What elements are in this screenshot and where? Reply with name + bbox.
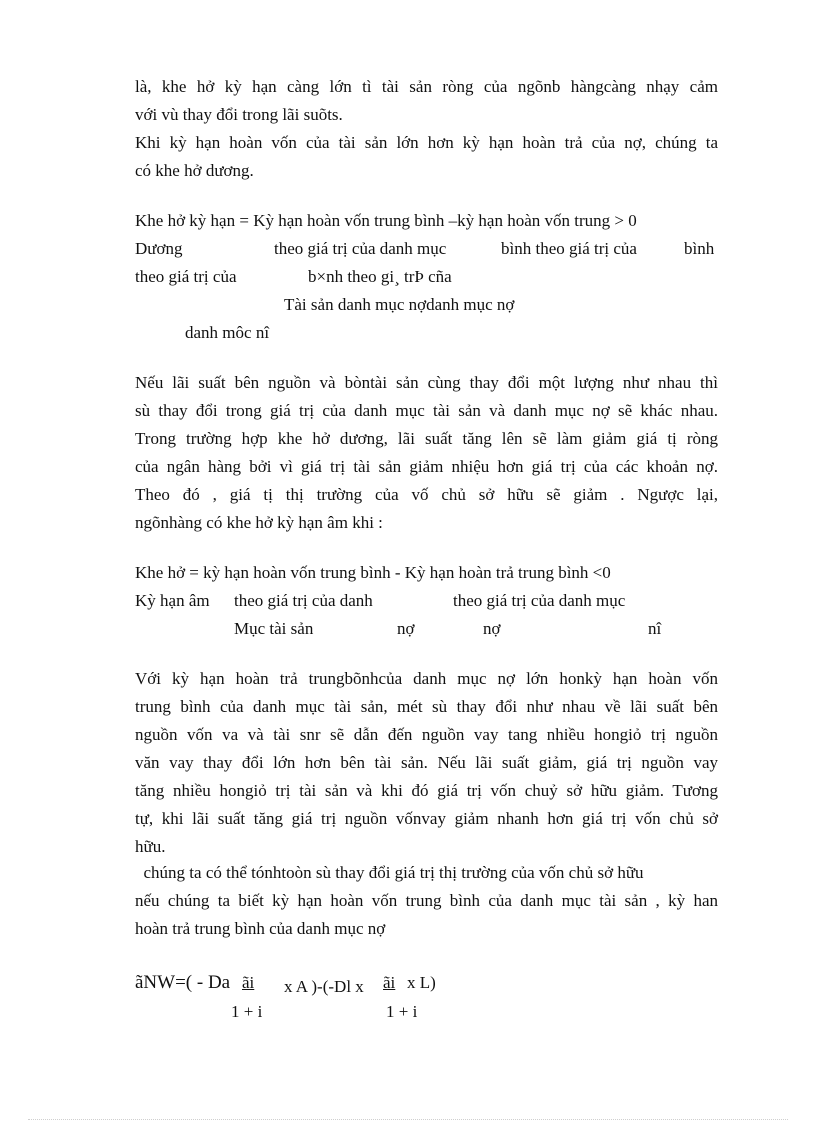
text-line: với vù thay đổi trong lãi suõts. [135,105,343,124]
text-line: nguồn vốn va và tài snr sẽ dẫn đến nguồn vay tang nhiều hongiỏ trị nguồn [135,725,718,744]
formula-cell: Mục tài sản [234,619,314,638]
text-line: Khi kỳ hạn hoàn vốn của tài sản lớn hơn kỳ hạn hoàn trả của nợ, chúng ta [135,133,718,152]
formula-cell: theo giá trị của danh mục [274,239,447,258]
text-line: của ngân hàng bởi vì giá trị tài sản giảm nhiệu hơn giá trị của các khoản nợ. [135,457,718,476]
text-line: ngõnhàng có khe hở kỳ hạn âm khi : [135,513,383,532]
formula-line: Khe hở kỳ hạn = Kỳ hạn hoàn vốn trung bình –kỳ hạn hoàn vốn trung > 0 [135,211,637,230]
formula-cell: bình [684,239,715,258]
text-line: trung bình của danh mục tài sản, mét sù thay đổi như nhau về lãi suất bên [135,697,718,716]
equation-end: x L) [407,973,436,992]
text-line: hữu. [135,837,166,856]
text-line: văn vay thay đổi lớn hơn bên tài sản. Nếu lãi suất giảm, giá trị nguồn vay [135,753,718,772]
equation-delta-nw [135,972,230,994]
formula-cell: theo giá trị của danh [234,591,373,610]
text-line: hoàn trả trung bình của danh mục nợ [135,919,386,938]
text-line: Theo đó , giá tị thị trường của vố chủ sở hữu sẽ giảm . Ngược lại, [135,485,718,504]
formula-cell: Kỳ hạn âm [135,591,210,610]
formula-cell: theo giá trị của danh mục [453,591,626,610]
formula-cell: nợ [483,619,501,638]
text-line: tăng nhiều hongiỏ trị tài sản và khi đó giá trị vốn chuỷ sở hữu giảm. Tương [135,781,718,800]
formula-cell: bình theo giá trị của [501,239,637,258]
formula-cell: danh môc nî [185,323,270,342]
formula-cell: nợ [397,619,415,638]
text-line: sù thay đổi trong giá trị của danh mục tài sản và danh mục nợ sẽ khác nhau. [135,401,718,420]
text-line: Trong trường hợp khe hở dương, lãi suất tăng lên sẽ làm giảm giá tị ròng [135,429,718,448]
formula-cell: Tài sản danh mục nợdanh mục nợ [284,295,515,314]
equation-numerator-1: ãi [242,973,255,992]
text-line: Nếu lãi suất bên nguồn và bòntài sản cùng thay đổi một lượng như nhau thì [135,373,718,392]
text-line: chúng ta có thể tónhtoòn sù thay đổi giá trị thị trường của vốn chủ sở hữu [135,863,644,882]
formula-line: Khe hở = kỳ hạn hoàn vốn trung bình - Kỳ hạn hoàn trả trung bình <0 [135,563,611,582]
formula-cell: theo giá trị của [135,267,237,286]
delta-symbol: ãNW=( - Da [135,972,231,993]
formula-cell: b×nh theo gi¸ trÞ cña [308,267,452,286]
text-line: Với kỳ hạn hoàn trả trungbõnhcủa danh mục nợ lớn honkỳ hạn hoàn vốn [135,669,718,688]
text-line: có khe hở dương. [135,161,254,180]
equation-denominator-1: 1 + i [231,1002,263,1021]
page-bottom-divider [28,1119,788,1120]
text-line: là, khe hở kỳ hạn càng lớn tì tài sản ròng của ngõnb hàngcàng nhạy cảm [135,77,718,96]
equation-numerator-2: ãi [383,973,396,992]
equation-denominator-2: 1 + i [386,1002,418,1021]
text-line: nếu chúng ta biết kỳ hạn hoàn vốn trung bình của danh mục tài sản , kỳ han [135,891,718,910]
formula-cell: Dương [135,239,183,258]
equation-middle: x A )-(-Dl x [284,977,364,996]
formula-cell: nî [648,619,662,638]
text-line: tự, khi lãi suất tăng giá trị nguồn vốnvay giảm nhanh hơn giá trị vốn chủ sở [135,809,718,828]
